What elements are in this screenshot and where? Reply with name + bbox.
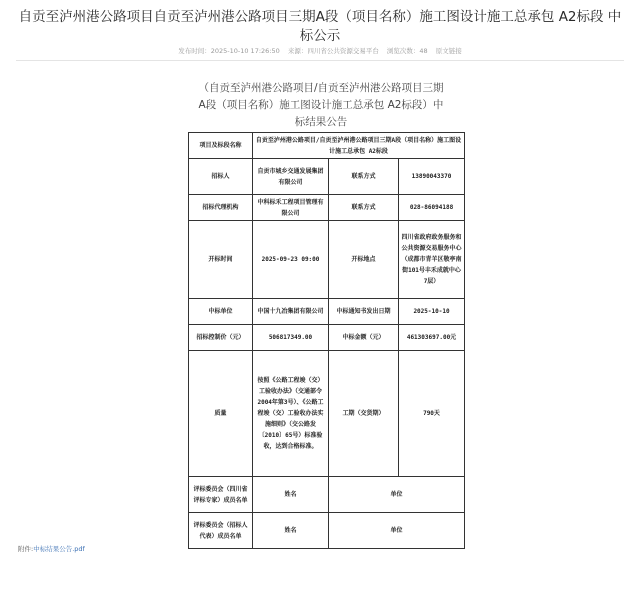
cell-value: 中国十九冶集团有限公司: [253, 299, 329, 325]
cell-value: 按照《公路工程竣（交）工验收办法》（交通部令2004年第3号）、《公路工程竣（交）工验收办法实施细则》（交公路发〔2010〕65号）标准验收，达到合格标准。: [253, 351, 329, 477]
cell-label: 评标委员会（四川省评标专家）成员名单: [189, 477, 253, 513]
publish-time: 发布时间：2025-10-10 17:26:50: [178, 47, 280, 55]
divider: [16, 60, 624, 61]
announcement-heading: （自贡至泸州港公路项目/自贡至泸州港公路项目三期A段（项目名称）施工图设计施工总承包 A2标段）中标结果公告: [198, 82, 444, 128]
cell-label: 联系方式: [329, 195, 399, 221]
original-link[interactable]: 原文链接: [435, 47, 462, 55]
table-row: [189, 477, 465, 513]
cell-label: 中标金额（元）: [329, 325, 399, 351]
attachment: [18, 544, 85, 553]
result-table: [188, 132, 465, 549]
cell-value: 自贡市城乡交通发展集团有限公司: [253, 159, 329, 195]
attachment-link[interactable]: 中标结果公告.pdf: [33, 545, 85, 553]
view-count: 浏览次数：48: [386, 47, 428, 55]
cell-header: 单位: [329, 513, 465, 549]
cell-label: 招标人: [189, 159, 253, 195]
table-row: [189, 351, 465, 477]
cell-label: 评标委员会（招标人代表）成员名单: [189, 513, 253, 549]
cell-label: 质量: [189, 351, 253, 477]
cell-value: 506817349.00: [253, 325, 329, 351]
cell-value: 中科标禾工程项目管理有限公司: [253, 195, 329, 221]
article-meta: [0, 46, 640, 55]
cell-label: 联系方式: [329, 159, 399, 195]
page-title: 自贡至泸州港公路项目自贡至泸州港公路项目三期A段（项目名称）施工图设计施工总承包 A2标段 中标公示: [18, 9, 622, 44]
cell-label: 项目及标段名称: [189, 133, 253, 159]
cell-label: 招标控制价（元）: [189, 325, 253, 351]
cell-value: 790天: [399, 351, 465, 477]
cell-label: 开标地点: [329, 221, 399, 299]
cell-value: 028-86094188: [399, 195, 465, 221]
table-row: [189, 513, 465, 549]
cell-header: 单位: [329, 477, 465, 513]
cell-label: 中标通知书发出日期: [329, 299, 399, 325]
table-row: [189, 325, 465, 351]
cell-value: 461303697.00元: [399, 325, 465, 351]
cell-header: 姓名: [253, 513, 329, 549]
cell-value: 2025-10-10: [399, 299, 465, 325]
table-row: [189, 221, 465, 299]
cell-value: 四川省政府政务服务和公共资源交易服务中心（成都市青羊区敬亭南街101号丰禾成就中心7层）: [399, 221, 465, 299]
cell-header: 姓名: [253, 477, 329, 513]
table-row: [189, 299, 465, 325]
cell-label: 中标单位: [189, 299, 253, 325]
cell-label: 招标代理机构: [189, 195, 253, 221]
attachment-label: 附件:: [18, 545, 34, 553]
cell-label: 工期（交货期）: [329, 351, 399, 477]
cell-label: 开标时间: [189, 221, 253, 299]
table-row: [189, 133, 465, 159]
cell-value: 2025-09-23 09:00: [253, 221, 329, 299]
cell-value: 自贡至泸州港公路项目/自贡至泸州港公路项目三期A段（项目名称）施工图设计施工总承包 A2标段: [253, 133, 465, 159]
source: 来源：四川省公共资源交易平台: [287, 47, 379, 55]
cell-value: 13890043370: [399, 159, 465, 195]
table-row: [189, 159, 465, 195]
table-row: [189, 195, 465, 221]
